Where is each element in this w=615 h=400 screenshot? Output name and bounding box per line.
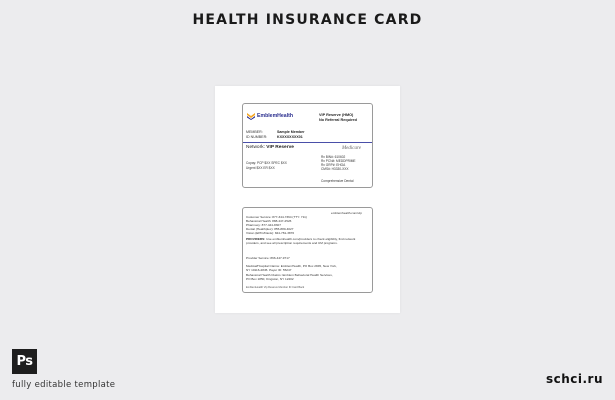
accent-rule [243,142,373,143]
rx-line: CMS#: H3330-XXX [321,167,349,171]
phone-line: Pharmacy: 877-444-8307 [246,223,281,227]
card-back [242,207,373,293]
providers-note: PROVIDERS: Use emblemhealth.com/providers to check eligibility, find network providers, and see all prescription requirements and UM programs. [246,237,356,245]
member-value: Sample Member [277,130,305,134]
claims-line: Medical/Hospital Claims: EmblemHealth, PO Box 2845, New York, [246,264,337,268]
id-value: KXXXXXXXX01 [277,135,303,139]
dental-note: Comprehensive Dental [321,179,354,183]
claims-line: PO Box 1850, Kingston, NY 12402 [246,277,294,281]
claims-line: Behavioral Health Claims: Emblem Behavioral Health Services, [246,273,333,277]
template-preview-paper [215,86,400,313]
fine-print: EmblemHealth Vip Reserve Member ID Card Back [246,286,305,289]
photoshop-icon: Ps [12,349,37,374]
page-title: HEALTH INSURANCE CARD [192,12,423,28]
phone-line: Customer Service: 877-344-7364 (TTY: 711) [246,215,307,219]
plan-referral: No Referral Required [319,118,357,122]
emblem-logo-text: EmblemHealth [257,113,294,119]
rx-line: Rx PCN#: MEDDPRIME [321,159,356,163]
phone-line: Vision (EPIC/Davis): 844-781-3876 [246,231,295,235]
medicare-logo: Medicare [342,146,361,151]
phone-line: Behavioral Health: 888-447-2526 [246,219,292,223]
claims-line: NY 10116-2845. Payer ID: 55247 [246,268,292,272]
emblem-logo-icon [247,113,255,120]
provider-service: Provider Service: 866-447-9717 [246,256,290,260]
network-line: Network: VIP Reserve [246,145,294,150]
plan-name: VIP Reserve (HMO) [319,113,354,117]
copay-line-1: Copay: PCP $XX SPEC $XX [246,161,287,165]
id-label: ID NUMBER: [246,135,268,139]
brand-watermark: schci.ru [545,372,603,386]
rx-line: Rx BIN#: 610602 [321,155,346,159]
website-text: emblemhealth.com/vip [331,211,362,215]
member-label: MEMBER: [246,130,263,134]
phone-line: Dental (Healthplex): 855-880-4027 [246,227,294,231]
copay-line-2: Urgent $XX ER $XX [246,166,275,170]
rx-line: Rx GRP#: EHGA [321,163,346,167]
card-front [242,103,373,188]
template-caption: fully editable template [12,380,116,390]
